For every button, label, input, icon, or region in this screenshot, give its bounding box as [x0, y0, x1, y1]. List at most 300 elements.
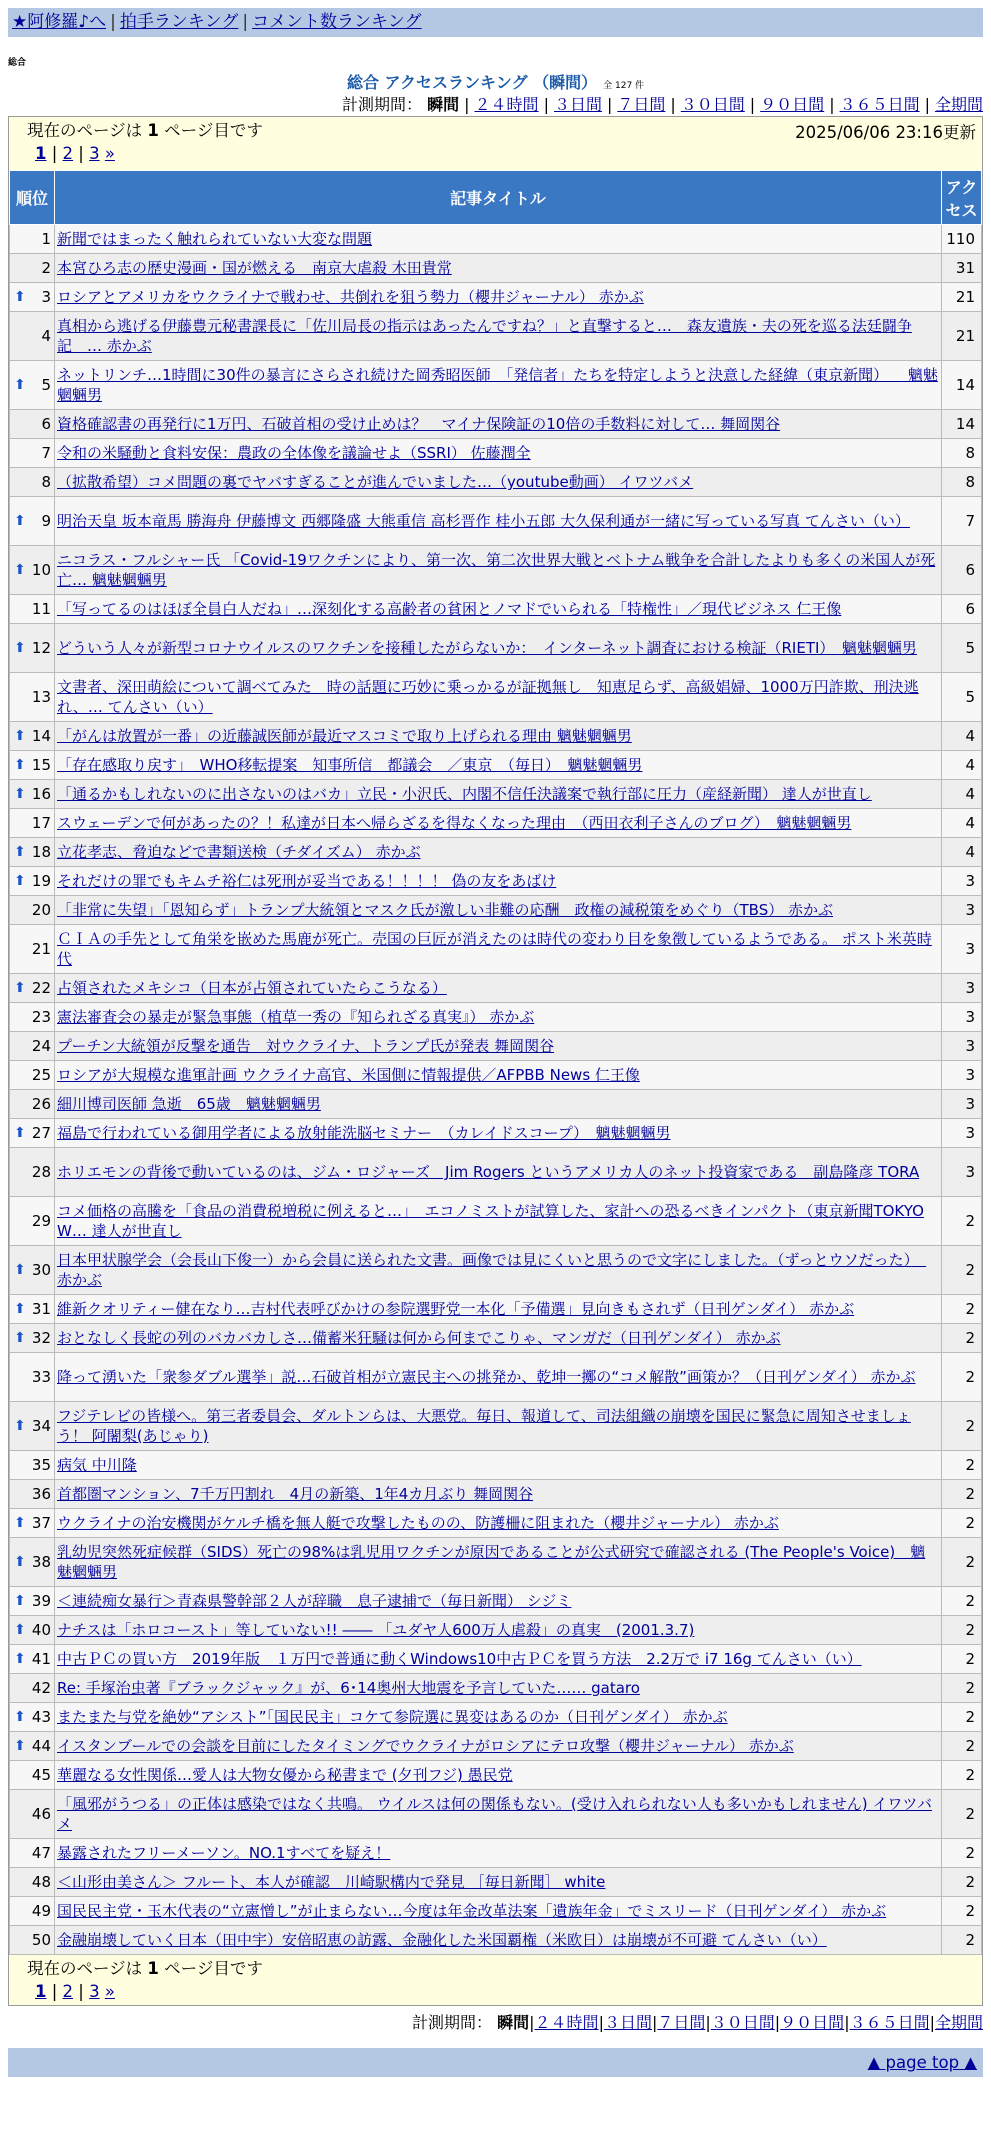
rank-number: 37 — [31, 1514, 51, 1532]
table-row — [10, 254, 982, 283]
period-7d[interactable]: ７日間 — [617, 95, 666, 114]
table-row — [10, 1538, 982, 1587]
table-row — [10, 1897, 982, 1926]
table-row — [10, 867, 982, 896]
rank-number: 41 — [31, 1650, 51, 1668]
article-link[interactable]: ネットリンチ…1時間に30件の暴言にさらされ続けた岡秀昭医師 「発信者」たちを特定しようと決意した経緯（東京新聞） 魑魅魍魎男 — [57, 366, 938, 404]
title-cell — [55, 624, 942, 673]
article-link[interactable]: 明治天皇 坂本竜馬 勝海舟 伊藤博文 西郷隆盛 大熊重信 高杉晋作 桂小五郎 大久保利通が一緒に写っている写真 てんさい（い） — [57, 512, 910, 530]
article-link[interactable]: ロシアとアメリカをウクライナで戦わせ、共倒れを狙う勢力（櫻井ジャーナル） 赤かぶ — [57, 288, 644, 306]
period-90d[interactable]: ９０日間 — [780, 2013, 845, 2032]
rank-cell — [10, 1839, 55, 1868]
period-3d[interactable]: ３日間 — [553, 95, 602, 114]
rank-cell — [10, 974, 55, 1003]
rank-cell — [10, 1324, 55, 1353]
table-row — [10, 225, 982, 254]
rank-number: 50 — [31, 1931, 51, 1949]
comment-ranking-link[interactable]: コメント数ランキング — [252, 12, 422, 32]
period-24h[interactable]: ２４時間 — [474, 95, 539, 114]
rank-cell — [10, 1061, 55, 1090]
rank-cell — [10, 410, 55, 439]
page-top-link[interactable]: ▲ page top ▲ — [867, 2053, 977, 2072]
table-row — [10, 439, 982, 468]
table-row — [10, 595, 982, 624]
rank-cell — [10, 722, 55, 751]
article-link[interactable]: ＜山形由美さん＞ フルート、本人が確認 川崎駅構内で発見 ［毎日新聞］ white — [57, 1873, 606, 1891]
rank-cell — [10, 1645, 55, 1674]
rank-cell — [10, 1897, 55, 1926]
page-link-3[interactable]: 3 — [89, 144, 100, 163]
rank-number: 5 — [41, 376, 51, 394]
rank-cell — [10, 751, 55, 780]
rank-cell — [10, 497, 55, 546]
table-row — [10, 1246, 982, 1295]
rank-cell — [10, 225, 55, 254]
rank-cell — [10, 1926, 55, 1955]
pager-top: 現在のページは 1 ページ目です 2025/06/06 23:16更新 1 | 2 | 3 » — [9, 117, 982, 170]
title-cell — [55, 1897, 942, 1926]
rank-number: 35 — [31, 1456, 51, 1474]
rank-number: 33 — [31, 1368, 51, 1386]
rank-number: 18 — [31, 843, 51, 861]
access-count: 8 — [942, 468, 982, 497]
table-row — [10, 1119, 982, 1148]
total-count: 全 127 件 — [603, 81, 645, 91]
rank-number: 8 — [41, 473, 51, 491]
article-link[interactable]: 国民民主党・玉木代表の“立憲憎し”が止まらない…今度は年金改革法案「遺族年金」でミスリード（日刊ゲンダイ） 赤かぶ — [57, 1902, 887, 1920]
rank-cell — [10, 1451, 55, 1480]
rank-cell — [10, 546, 55, 595]
rank-cell — [10, 254, 55, 283]
page-link-2[interactable]: 2 — [62, 144, 74, 163]
access-count: 3 — [942, 1148, 982, 1197]
rank-cell — [10, 1353, 55, 1402]
rank-number: 25 — [31, 1066, 51, 1084]
table-row — [10, 312, 982, 361]
rank-number: 38 — [31, 1553, 51, 1571]
table-row — [10, 1480, 982, 1509]
up-arrow-icon: ⬆ — [14, 1418, 26, 1434]
table-row — [10, 1732, 982, 1761]
period-all[interactable]: 全期間 — [934, 95, 983, 114]
title-cell — [55, 1587, 942, 1616]
rank-cell — [10, 780, 55, 809]
access-count: 2 — [942, 1509, 982, 1538]
rank-cell — [10, 1295, 55, 1324]
rank-number: 47 — [31, 1844, 51, 1862]
title-cell — [55, 468, 942, 497]
access-count: 2 — [942, 1703, 982, 1732]
page-title-text: 総合 アクセスランキング （瞬間） — [346, 73, 598, 92]
article-link[interactable]: フジテレビの皆様へ。第三者委員会、ダルトンらは、大悪党。毎日、報道して、司法組織の崩壊を国民に緊急に周知させましょう！ 阿闍梨(あじゃり) — [57, 1407, 911, 1445]
period-30d[interactable]: ３０日間 — [680, 95, 745, 114]
rank-number: 32 — [31, 1329, 51, 1347]
title-cell — [55, 1761, 942, 1790]
article-link[interactable]: ウクライナの治安機関がケルチ橋を無人艇で攻撃したものの、防護柵に阻まれた（櫻井ジャーナル） 赤かぶ — [57, 1514, 779, 1532]
period-selector-top: 計測期間： 瞬間 | ２４時間 | ３日間 | ７日間 | ３０日間 | ９０日間 | ３６５日間 | 全期間 — [342, 95, 983, 114]
table-row — [10, 1324, 982, 1353]
up-arrow-icon: ⬆ — [14, 1330, 26, 1346]
rank-cell — [10, 1509, 55, 1538]
access-count: 3 — [942, 1061, 982, 1090]
rank-number: 34 — [31, 1417, 51, 1435]
article-link[interactable]: 「がんは放置が一番」の近藤誠医師が最近マスコミで取り上げられる理由 魑魅魍魎男 — [57, 727, 632, 745]
article-link[interactable]: 本宮ひろ志の歴史漫画・国が燃える 南京大虐殺 木田貴常 — [57, 259, 452, 277]
table-row — [10, 974, 982, 1003]
access-count: 31 — [942, 254, 982, 283]
title-cell — [55, 1926, 942, 1955]
rank-number: 13 — [31, 688, 51, 706]
title-cell — [55, 1538, 942, 1587]
access-count: 2 — [942, 1197, 982, 1246]
ranking-container — [8, 116, 983, 2006]
category-label: 総合 — [8, 58, 27, 68]
up-arrow-icon: ⬆ — [14, 1738, 26, 1754]
table-row — [10, 780, 982, 809]
article-link[interactable]: 首都圏マンション、7千万円割れ 4月の新築、1年4カ月ぶり 舞岡関谷 — [57, 1485, 534, 1503]
access-count: 2 — [942, 1451, 982, 1480]
period-3d[interactable]: ３日間 — [603, 2013, 652, 2032]
article-link[interactable]: ニコラス・フルシャー氏 「Covid-19ワクチンにより、第一次、第二次世界大戦とベトナム戦争を合計したよりも多くの米国人が死亡… 魑魅魍魎男 — [57, 551, 936, 589]
ranking-table — [9, 170, 982, 1955]
rank-cell — [10, 1587, 55, 1616]
title-cell — [55, 1148, 942, 1197]
article-link[interactable]: 「存在感取り戻す」 WHO移転提案 知事所信 都議会 ／東京 （毎日） 魑魅魍魎男 — [57, 756, 643, 774]
rank-number: 44 — [31, 1737, 51, 1755]
title-cell — [55, 838, 942, 867]
article-link[interactable]: 憲法審査会の暴走が緊急事態（植草一秀の『知られざる真実』） 赤かぶ — [57, 1008, 535, 1026]
title-cell — [55, 867, 942, 896]
title-cell — [55, 1402, 942, 1451]
up-arrow-icon: ⬆ — [14, 640, 26, 656]
table-row — [10, 1790, 982, 1839]
rank-cell — [10, 468, 55, 497]
pager-current-num: 1 — [147, 1959, 159, 1978]
title-cell — [55, 312, 942, 361]
title-cell — [55, 673, 942, 722]
title-cell — [55, 283, 942, 312]
table-row — [10, 1703, 982, 1732]
rank-number: 31 — [31, 1300, 51, 1318]
table-row — [10, 1003, 982, 1032]
table-row — [10, 1148, 982, 1197]
pager-text: 現在のページは — [27, 121, 143, 140]
article-link[interactable]: ホリエモンの背後で動いているのは、ジム・ロジャーズ Jim Rogers というアメリカ人のネット投資家である 副島隆彦 TORA — [57, 1163, 920, 1181]
access-count: 2 — [942, 1324, 982, 1353]
access-count: 4 — [942, 780, 982, 809]
article-link[interactable]: コメ価格の高騰を「食品の消費税増税に例えると…」 エコノミストが試算した、家計への恐るべきインパクト（東京新聞TOKYO W… 達人が世直し — [57, 1202, 924, 1240]
access-count: 3 — [942, 1032, 982, 1061]
up-arrow-icon: ⬆ — [14, 1301, 26, 1317]
pager-text-post: ページ目です — [164, 1959, 263, 1978]
table-row — [10, 809, 982, 838]
article-link[interactable]: 「風邪がうつる」の正体は感染ではなく共鳴。 ウイルスは何の関係もない。(受け入れられない人も多いかもしれません) イワツバメ — [57, 1795, 933, 1833]
title-cell — [55, 361, 942, 410]
article-link[interactable]: プーチン大統領が反撃を通告 対ウクライナ、トランプ氏が発表 舞岡関谷 — [57, 1037, 555, 1055]
period-90d[interactable]: ９０日間 — [760, 95, 825, 114]
rank-number: 16 — [31, 785, 51, 803]
rank-cell — [10, 1616, 55, 1645]
rank-number: 21 — [31, 940, 51, 958]
table-row — [10, 1868, 982, 1897]
article-link[interactable]: おとなしく長蛇の列のバカバカしさ…備蓄米狂騒は何から何までこりゃ、マンガだ（日刊ゲンダイ） 赤かぶ — [57, 1329, 781, 1347]
article-link[interactable]: 新聞ではまったく触れられていない大変な問題 — [57, 230, 373, 248]
page-link-2[interactable]: 2 — [62, 1982, 74, 2001]
access-count: 6 — [942, 595, 982, 624]
rank-cell — [10, 1003, 55, 1032]
table-row — [10, 838, 982, 867]
rank-number: 39 — [31, 1592, 51, 1610]
period-24h[interactable]: ２４時間 — [534, 2013, 599, 2032]
page-title — [0, 72, 991, 94]
table-row — [10, 1090, 982, 1119]
article-link[interactable]: ＜連続痴女暴行＞青森県警幹部２人が辞職 息子逮捕で（毎日新聞） シジミ — [57, 1592, 572, 1610]
table-row — [10, 1061, 982, 1090]
up-arrow-icon: ⬆ — [14, 757, 26, 773]
access-count: 4 — [942, 722, 982, 751]
home-link[interactable]: ★阿修羅♪へ — [12, 12, 107, 32]
table-row — [10, 468, 982, 497]
access-count: 4 — [942, 838, 982, 867]
title-cell — [55, 1119, 942, 1148]
rank-cell — [10, 1761, 55, 1790]
rank-cell — [10, 1480, 55, 1509]
page-link-3[interactable]: 3 — [89, 1982, 100, 2001]
rank-cell — [10, 1674, 55, 1703]
article-link[interactable]: 「非常に失望」「恩知らず」トランプ大統領とマスク氏が激しい非難の応酬 政権の減税策をめぐり（TBS） 赤かぶ — [57, 901, 833, 919]
article-link[interactable]: 占領されたメキシコ（日本が占領されていたらこうなる） — [57, 979, 447, 997]
article-link[interactable]: 暴露されたフリーメーソン。NO.1すべてを疑え！ — [57, 1844, 391, 1862]
rank-number: 12 — [31, 639, 51, 657]
access-count: 5 — [942, 624, 982, 673]
title-cell — [55, 1324, 942, 1353]
article-link[interactable]: スウェーデンで何があったの？！私達が日本へ帰らざるを得なくなった理由 （西田衣利子さんのブログ） 魑魅魍魎男 — [57, 814, 852, 832]
title-cell — [55, 1090, 942, 1119]
rank-number: 48 — [31, 1873, 51, 1891]
title-cell — [55, 1032, 942, 1061]
article-link[interactable]: 金融崩壊していく日本（田中宇）安倍昭恵の訪露、金融化した米国覇権（米欧日）は崩壊が不可避 てんさい（い） — [57, 1931, 827, 1949]
rank-cell — [10, 439, 55, 468]
page-link-1[interactable]: 1 — [35, 144, 47, 163]
col-header-access: アクセス — [942, 171, 982, 225]
access-count: 3 — [942, 974, 982, 1003]
access-count: 2 — [942, 1897, 982, 1926]
table-row — [10, 546, 982, 595]
access-count: 2 — [942, 1761, 982, 1790]
access-count: 14 — [942, 361, 982, 410]
article-link[interactable]: 日本甲状腺学会（会長山下俊一）から会員に送られた文書。画像では見にくいと思うので文字にしました。（ずっとウソだった） 赤かぶ — [57, 1251, 927, 1289]
title-cell — [55, 410, 942, 439]
access-count: 4 — [942, 809, 982, 838]
title-cell — [55, 1509, 942, 1538]
access-count: 3 — [942, 896, 982, 925]
access-count: 3 — [942, 867, 982, 896]
article-link[interactable]: 維新クオリティー健在なり…吉村代表呼びかけの参院選野党一本化「予備選」見向きもされず（日刊ゲンダイ） 赤かぶ — [57, 1300, 855, 1318]
article-link[interactable]: 乳幼児突然死症候群（SIDS）死亡の98%は乳児用ワクチンが原因であることが公式研究で確認される (The People's Voice) 魑魅魍魎男 — [57, 1543, 926, 1581]
rank-cell — [10, 1790, 55, 1839]
rank-cell — [10, 1402, 55, 1451]
article-link[interactable]: イスタンブールでの会談を目前にしたタイミングでウクライナがロシアにテロ攻撃（櫻井ジャーナル） 赤かぶ — [57, 1737, 794, 1755]
table-row — [10, 1509, 982, 1538]
table-row — [10, 673, 982, 722]
title-cell — [55, 1703, 942, 1732]
article-link[interactable]: 真相から逃げる伊藤豊元秘書課長に「佐川局長の指示はあったんですね？」と直撃すると… 森友遺族・夫の死を巡る法廷闘争記 … 赤かぶ — [57, 317, 912, 355]
up-arrow-icon: ⬆ — [14, 1515, 26, 1531]
page-next-link[interactable]: » — [104, 1982, 115, 2001]
article-link[interactable]: 福島で行われている御用学者による放射能洗脳セミナー （カレイドスコープ） 魑魅魍魎男 — [57, 1124, 671, 1142]
period-365d[interactable]: ３６５日間 — [839, 95, 920, 114]
rank-number: 6 — [41, 415, 51, 433]
period-selector-bottom: 計測期間： 瞬間|２４時間|３日間|７日間|３０日間|９０日間|３６５日間|全期間 — [412, 2013, 983, 2032]
title-cell — [55, 1197, 942, 1246]
title-cell — [55, 1839, 942, 1868]
title-cell — [55, 751, 942, 780]
access-count: 2 — [942, 1587, 982, 1616]
table-row — [10, 1032, 982, 1061]
article-link[interactable]: ナチスは「ホロコースト」等していない!! ―― 「ユダヤ人600万人虐殺」の真実 (2001.3.7) — [57, 1621, 695, 1639]
period-7d[interactable]: ７日間 — [657, 2013, 706, 2032]
rank-number: 10 — [31, 561, 51, 579]
access-count: 2 — [942, 1732, 982, 1761]
updated-timestamp: 2025/06/06 23:16更新 — [795, 123, 976, 142]
up-arrow-icon: ⬆ — [14, 1709, 26, 1725]
access-count: 2 — [942, 1674, 982, 1703]
article-link[interactable]: またまた与党を絶妙“アシスト”「国民民主」コケて参院選に異変はあるのか（日刊ゲンダイ） 赤かぶ — [57, 1708, 728, 1726]
rank-cell — [10, 1538, 55, 1587]
table-row — [10, 497, 982, 546]
article-link[interactable]: 「通るかもしれないのに出さないのはバカ」立民・小沢氏、内閣不信任決議案で執行部に圧力（産経新聞） 達人が世直し — [57, 785, 872, 803]
period-label: 計測期間： — [412, 2013, 493, 2032]
title-cell — [55, 780, 942, 809]
up-arrow-icon: ⬆ — [14, 289, 26, 305]
article-link[interactable]: Re: 手塚治虫著『ブラックジャック』が、6･14奥州大地震を予言していた…… gataro — [57, 1679, 640, 1697]
title-cell — [55, 1674, 942, 1703]
access-count: 2 — [942, 1353, 982, 1402]
article-link[interactable]: 華麗なる女性関係…愛人は大物女優から秘書まで (夕刊フジ) 愚民党 — [57, 1766, 513, 1784]
period-all[interactable]: 全期間 — [934, 2013, 983, 2032]
table-row — [10, 751, 982, 780]
table-row — [10, 1451, 982, 1480]
up-arrow-icon: ⬆ — [14, 377, 26, 393]
access-count: 2 — [942, 1790, 982, 1839]
title-cell — [55, 1790, 942, 1839]
table-row — [10, 624, 982, 673]
table-row — [10, 925, 982, 974]
up-arrow-icon: ⬆ — [14, 1262, 26, 1278]
access-count: 6 — [942, 546, 982, 595]
title-cell — [55, 1003, 942, 1032]
rank-cell — [10, 595, 55, 624]
table-row — [10, 1295, 982, 1324]
rank-cell — [10, 809, 55, 838]
access-count: 2 — [942, 1246, 982, 1295]
rank-cell — [10, 1703, 55, 1732]
table-row — [10, 1645, 982, 1674]
access-count: 2 — [942, 1295, 982, 1324]
title-cell — [55, 809, 942, 838]
article-link[interactable]: それだけの罪でもキムチ裕仁は死刑が妥当である！！！！ 偽の友をあばけ — [57, 872, 557, 890]
table-row — [10, 1839, 982, 1868]
title-cell — [55, 1353, 942, 1402]
article-link[interactable]: 細川博司医師 急逝 65歳 魑魅魍魎男 — [57, 1095, 321, 1113]
up-arrow-icon: ⬆ — [14, 1593, 26, 1609]
rank-number: 24 — [31, 1037, 51, 1055]
access-count: 2 — [942, 1538, 982, 1587]
up-arrow-icon: ⬆ — [14, 786, 26, 802]
rank-number: 23 — [31, 1008, 51, 1026]
rank-number: 7 — [41, 444, 51, 462]
clap-ranking-link[interactable]: 拍手ランキング — [119, 12, 239, 32]
access-count: 21 — [942, 312, 982, 361]
table-row — [10, 1926, 982, 1955]
rank-number: 28 — [31, 1163, 51, 1181]
title-cell — [55, 1480, 942, 1509]
table-row — [10, 1353, 982, 1402]
rank-cell — [10, 312, 55, 361]
article-link[interactable]: どういう人々が新型コロナウイルスのワクチンを接種したがらないか： インターネット調査における検証（RIETI） 魑魅魍魎男 — [57, 639, 917, 657]
article-link[interactable]: 中古ＰＣの買い方 2019年版 １万円で普通に動くWindows10中古ＰＣを買う方法 2.2万で i7 16g てんさい（い） — [57, 1650, 862, 1668]
rank-cell — [10, 1119, 55, 1148]
page-link-1[interactable]: 1 — [35, 1982, 47, 2001]
rank-number: 27 — [31, 1124, 51, 1142]
page-next-link[interactable]: » — [104, 144, 115, 163]
bottom-bar — [8, 2048, 983, 2077]
access-count: 2 — [942, 1868, 982, 1897]
period-30d[interactable]: ３０日間 — [710, 2013, 775, 2032]
period-current: 瞬間 — [497, 2013, 530, 2032]
rank-number: 3 — [41, 288, 51, 306]
article-link[interactable]: 令和の米騒動と食料安保：農政の全体像を議論せよ（SSRI） 佐藤潤全 — [57, 444, 531, 462]
rank-number: 22 — [31, 979, 51, 997]
col-header-rank: 順位 — [10, 171, 55, 225]
access-count: 110 — [942, 225, 982, 254]
access-count: 14 — [942, 410, 982, 439]
article-link[interactable]: ロシアが大規模な進軍計画 ウクライナ高官、米国側に情報提供／AFPBB News 仁王像 — [57, 1066, 640, 1084]
title-cell — [55, 546, 942, 595]
access-count: 3 — [942, 1119, 982, 1148]
access-count: 2 — [942, 1480, 982, 1509]
title-cell — [55, 722, 942, 751]
up-arrow-icon: ⬆ — [14, 513, 26, 529]
period-365d[interactable]: ３６５日間 — [849, 2013, 930, 2032]
rank-cell — [10, 624, 55, 673]
table-row — [10, 1402, 982, 1451]
article-link[interactable]: 病気 中川隆 — [57, 1456, 137, 1474]
rank-number: 4 — [41, 327, 51, 345]
article-link[interactable]: 「写ってるのはほぼ全員白人だね」…深刻化する高齢者の貧困とノマドでいられる「特権性」／現代ビジネス 仁王像 — [57, 600, 842, 618]
access-count: 2 — [942, 1839, 982, 1868]
access-count: 4 — [942, 751, 982, 780]
rank-number: 17 — [31, 814, 51, 832]
rank-number: 20 — [31, 901, 51, 919]
article-link[interactable]: 文書者、深田萌絵について調べてみた 時の話題に巧妙に乗っかるが証拠無し 知恵足らず、高級娼婦、1000万円詐欺、刑決逃れ、… てんさい（い） — [57, 678, 919, 716]
title-cell — [55, 1732, 942, 1761]
period-label: 計測期間： — [342, 95, 423, 114]
up-arrow-icon: ⬆ — [14, 1622, 26, 1638]
rank-number: 30 — [31, 1261, 51, 1279]
article-link[interactable]: （拡散希望）コメ問題の裏でヤバすぎることが進んでいました…（youtube動画） イワツバメ — [57, 473, 694, 491]
access-count: 2 — [942, 1645, 982, 1674]
article-link[interactable]: 資格確認書の再発行に1万円、石破首相の受け止めは？ マイナ保険証の10倍の手数料に対して… 舞岡関谷 — [57, 415, 781, 433]
access-count: 3 — [942, 1003, 982, 1032]
title-cell — [55, 439, 942, 468]
article-link[interactable]: ＣＩＡの手先として角栄を嵌めた馬鹿が死亡。売国の巨匠が消えたのは時代の変わり目を象徴しているようである。 ポスト米英時代 — [57, 930, 932, 968]
up-arrow-icon: ⬆ — [14, 728, 26, 744]
pager-current-num: 1 — [147, 121, 159, 140]
rank-cell — [10, 673, 55, 722]
article-link[interactable]: 立花孝志、脅迫などで書類送検（チダイズム） 赤かぶ — [57, 843, 421, 861]
article-link[interactable]: 降って湧いた「衆参ダブル選挙」説…石破首相が立憲民主への挑発か、乾坤一擲の“コメ解散”画策か？（日刊ゲンダイ） 赤かぶ — [57, 1368, 916, 1386]
